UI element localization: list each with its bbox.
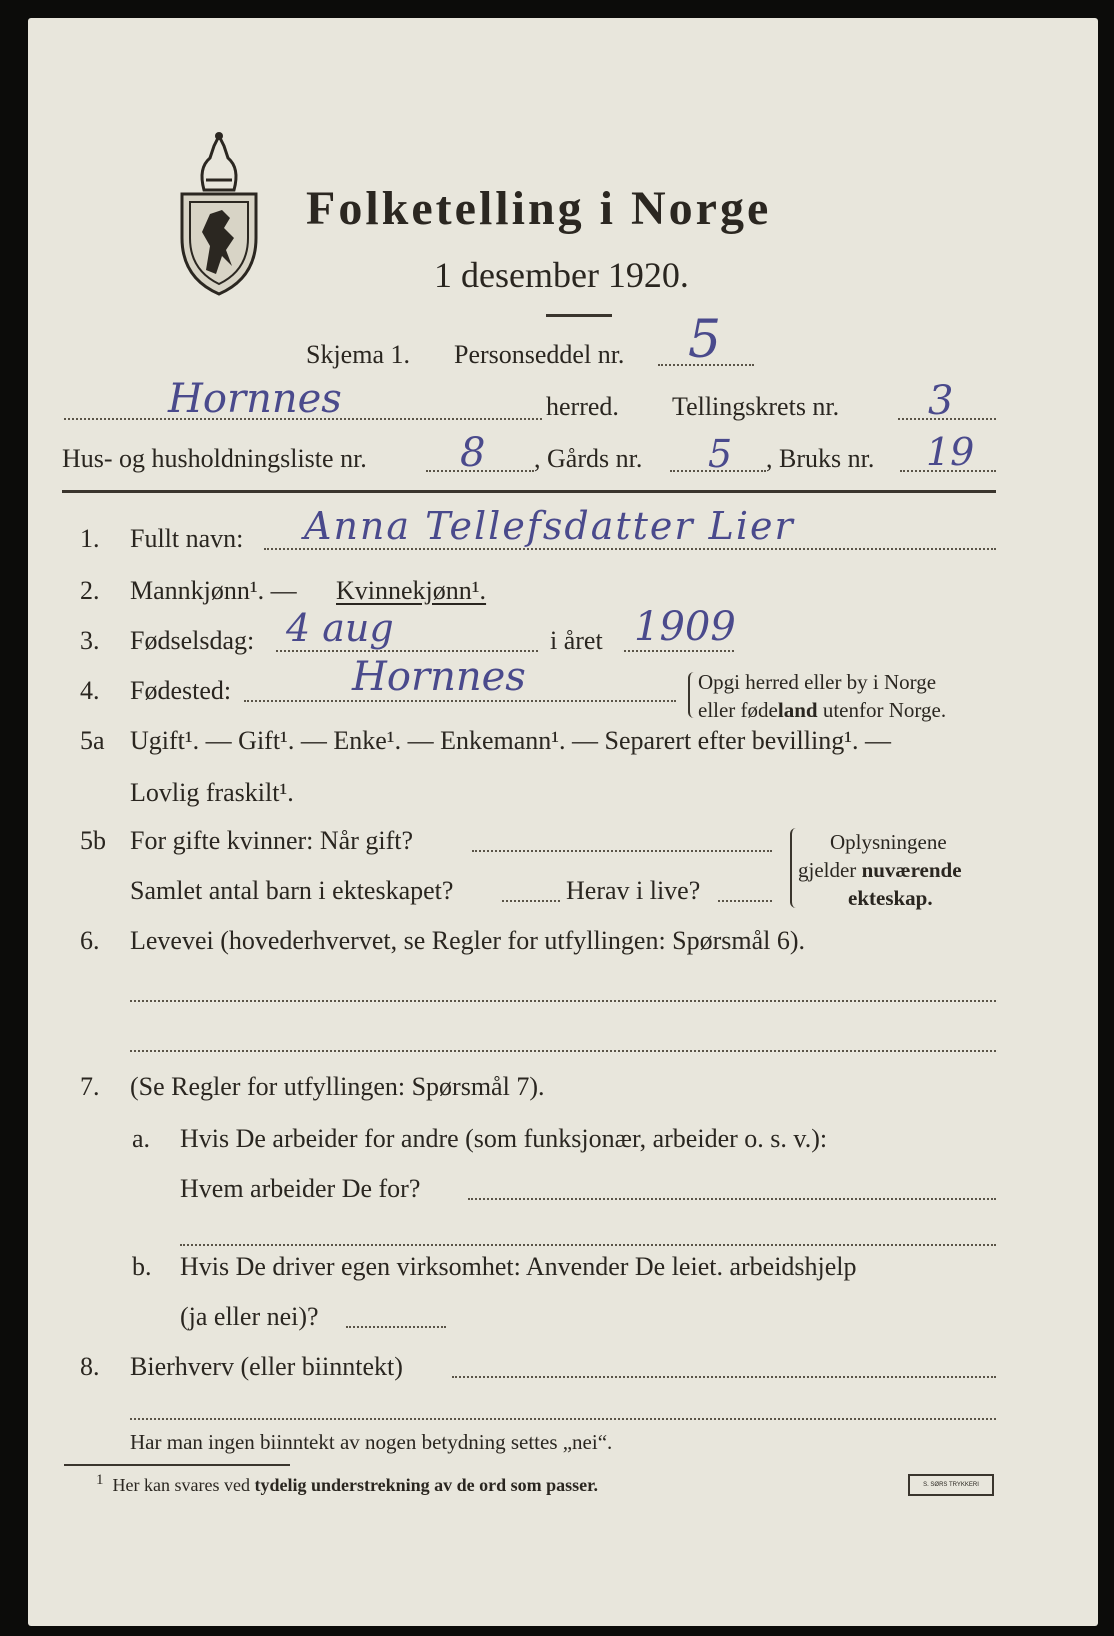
q7-label: (Se Regler for utfyllingen: Spørsmål 7).	[130, 1072, 545, 1101]
birth-year-value: 1909	[634, 604, 736, 650]
occupation-field-2[interactable]	[130, 1050, 996, 1052]
side-income-label: Bierhverv (eller biinntekt)	[130, 1352, 403, 1381]
herred-label: herred.	[546, 392, 619, 421]
mannkjonn-option[interactable]: Mannkjønn¹. —	[130, 576, 297, 605]
q4-number: 4.	[80, 676, 100, 705]
birthplace-note-line1: Opgi herred eller by i Norge	[698, 670, 937, 694]
q5a-number: 5a	[80, 726, 105, 755]
kvinnekjonn-option[interactable]: Kvinnekjønn¹.	[336, 576, 487, 605]
married-when-label: For gifte kvinner: Når gift?	[130, 826, 414, 855]
occupation-label: Levevei (hovederhvervet, se Regler for utfyllingen: Spørsmål 6).	[130, 926, 806, 955]
q6-number: 6.	[80, 926, 100, 955]
tellingskrets-label: Tellingskrets nr.	[672, 392, 840, 421]
married-when-field[interactable]	[472, 850, 772, 852]
side-income-note: Har man ingen biinntekt av nogen betydning settes „nei“.	[130, 1430, 613, 1454]
q2-number: 2.	[80, 576, 100, 605]
q8-number: 8.	[80, 1352, 100, 1381]
gards-value: 5	[708, 432, 733, 476]
bruks-label: , Bruks nr.	[766, 444, 875, 473]
full-name-value: Anna Tellefsdatter Lier	[304, 504, 795, 548]
birth-year-field[interactable]	[624, 650, 734, 652]
herred-value: Hornnes	[168, 376, 342, 422]
title-divider	[546, 314, 612, 317]
hired-help-label: (ja eller nei)?	[180, 1302, 319, 1331]
marital-status-options[interactable]: Ugift¹. — Gift¹. — Enke¹. — Enkemann¹. — Separert efter bevilling¹. —	[130, 726, 892, 755]
form-title: Folketelling i Norge	[306, 182, 772, 235]
birthplace-field[interactable]	[244, 700, 676, 702]
footnote-divider	[64, 1464, 290, 1466]
birthplace-note-brace	[688, 672, 698, 718]
marriage-note-line3: ekteskap.	[848, 886, 933, 910]
birthplace-value: Hornnes	[352, 654, 526, 700]
birthday-value: 4 aug	[286, 606, 394, 650]
children-count-field[interactable]	[502, 900, 560, 902]
personseddel-label: Personseddel nr.	[454, 340, 625, 369]
census-form	[28, 18, 1098, 1626]
tellingskrets-value: 3	[928, 378, 954, 424]
norway-coat-of-arms-emblem	[176, 128, 262, 298]
children-count-label: Samlet antal barn i ekteskapet?	[130, 876, 454, 905]
birthday-field[interactable]	[276, 650, 538, 652]
hired-help-field[interactable]	[346, 1326, 446, 1328]
skjema-label: Skjema 1.	[306, 340, 410, 369]
full-name-field[interactable]	[264, 548, 996, 550]
q5b-number: 5b	[80, 826, 106, 855]
birthplace-note-line2: eller fødeland utenfor Norge.	[698, 698, 947, 722]
q7b-letter: b.	[132, 1252, 152, 1281]
q7b-question: Hvis De driver egen virksomhet: Anvender De leiet. arbeidshjelp	[180, 1252, 857, 1281]
side-income-field[interactable]	[452, 1376, 996, 1378]
children-alive-label: Herav i live?	[566, 876, 701, 905]
q7a-letter: a.	[132, 1124, 151, 1153]
employer-label: Hvem arbeider De for?	[180, 1174, 421, 1203]
employer-field-2[interactable]	[180, 1244, 996, 1246]
personseddel-value: 5	[688, 310, 722, 370]
birthday-label: Fødselsdag:	[130, 626, 255, 655]
printer-mark-stamp: S. SØRS TRYKKERI	[908, 1474, 994, 1496]
marriage-note-line2: gjelder nuværende	[798, 858, 962, 882]
header-divider	[62, 490, 996, 493]
occupation-field-1[interactable]	[130, 1000, 996, 1002]
bruks-value: 19	[926, 430, 975, 474]
q3-number: 3.	[80, 626, 100, 655]
q1-number: 1.	[80, 524, 100, 553]
census-date: 1 desember 1920.	[434, 255, 689, 295]
gards-label: , Gårds nr.	[534, 444, 643, 473]
marriage-note-line1: Oplysningene	[830, 830, 947, 854]
husholdningsliste-label: Hus- og husholdningsliste nr.	[62, 444, 367, 473]
lovlig-fraskilt-option[interactable]: Lovlig fraskilt¹.	[130, 778, 294, 807]
footnote: $^1$ Her kan svares ved tydelig understrekning av de ord som passer.	[96, 1472, 598, 1495]
full-name-label: Fullt navn:	[130, 524, 244, 553]
birth-year-label: i året	[550, 626, 603, 655]
husholdningsliste-value: 8	[460, 430, 486, 476]
birthplace-label: Fødested:	[130, 676, 232, 705]
children-alive-field[interactable]	[718, 900, 772, 902]
side-income-field-2[interactable]	[130, 1418, 996, 1420]
employer-field[interactable]	[468, 1198, 996, 1200]
q7-number: 7.	[80, 1072, 100, 1101]
q7a-question: Hvis De arbeider for andre (som funksjonær, arbeider o. s. v.):	[180, 1124, 828, 1153]
